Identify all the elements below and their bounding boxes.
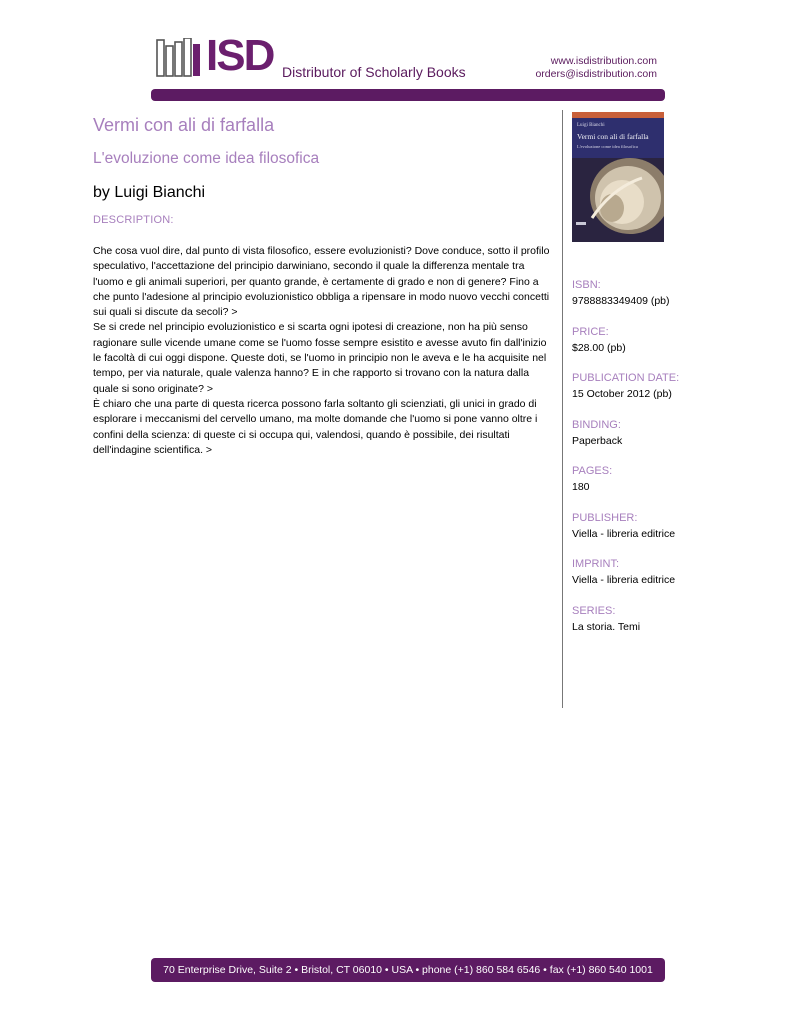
cover-author: Luigi Bianchi bbox=[577, 123, 605, 128]
book-cover bbox=[572, 112, 664, 242]
detail-imprint bbox=[572, 557, 782, 604]
detail-value: 15 October 2012 (pb) bbox=[572, 388, 672, 400]
detail-series bbox=[572, 604, 782, 651]
cover-subtitle: L'evoluzione come idea filosofica bbox=[577, 144, 638, 149]
email-link[interactable]: orders@isdistribution.com bbox=[535, 68, 657, 80]
detail-publisher bbox=[572, 511, 782, 558]
detail-value: $28.00 (pb) bbox=[572, 341, 626, 354]
main-content bbox=[93, 110, 553, 458]
detail-label: PRICE: bbox=[572, 325, 609, 338]
book-subtitle: L'evoluzione come idea filosofica bbox=[93, 150, 320, 167]
book-title: Vermi con ali di farfalla bbox=[93, 115, 275, 135]
isd-logo: ISD bbox=[206, 31, 274, 80]
description-body bbox=[93, 244, 553, 458]
description-paragraph: Se si crede nel principio evoluzionistico e si scarta ogni ipotesi di creazione, non ha più senso ragionare sulle vicende umane come se l'uomo fosse sempre esistito e avesse avuto fin dall'inizio le facoltà di cui oggi dispone. Queste doti, se l'uomo in principio non le aveva e le ha acquisite nel tempo, per via naturale, quale valenza hanno? E in che rapporto si trovano con la natura dalla quale si sono originate? > bbox=[93, 321, 547, 395]
detail-price bbox=[572, 325, 782, 372]
cover-top-stripe bbox=[572, 112, 664, 118]
header-divider-bar bbox=[151, 89, 665, 101]
detail-value: Paperback bbox=[572, 434, 623, 447]
detail-value: La storia. Temi bbox=[572, 620, 641, 633]
detail-value: Viella - libreria editrice bbox=[572, 574, 676, 586]
cover-title: Vermi con ali di farfalla bbox=[577, 132, 649, 141]
detail-pages bbox=[572, 464, 782, 511]
detail-label: PUBLISHER: bbox=[572, 511, 638, 524]
book-details bbox=[572, 278, 782, 650]
books-logo-icon bbox=[156, 38, 206, 78]
book-author: by Luigi Bianchi bbox=[93, 184, 206, 201]
detail-label: PUBLICATION DATE: bbox=[572, 372, 680, 384]
detail-publication-date bbox=[572, 371, 782, 418]
detail-value: Viella - libreria editrice bbox=[572, 527, 676, 540]
description-paragraph: Che cosa vuol dire, dal punto di vista filosofico, essere evoluzionisti? Dove conduce, sotto il profilo speculativo, l'accettazione del principio darwiniano, secondo il quale la differenza mentale tra l'uomo e gli animali superiori, per quanto grande, è certamente di grado e non di genere? Fino a che punto l'adesione al principio evoluzionistico obbliga a ripensare in modo nuovo vecchi concetti sui quali si discute da secoli? > bbox=[93, 245, 550, 319]
detail-label: BINDING: bbox=[572, 418, 621, 431]
description-label: DESCRIPTION: bbox=[93, 214, 174, 226]
detail-label: PAGES: bbox=[572, 465, 613, 477]
website-link[interactable]: www.isdistribution.com bbox=[550, 55, 657, 67]
detail-binding bbox=[572, 418, 782, 465]
logo-tagline: Distributor of Scholarly Books bbox=[282, 64, 466, 80]
detail-value: 180 bbox=[572, 481, 590, 493]
contact-info bbox=[535, 55, 657, 81]
footer-address-bar: 70 Enterprise Drive, Suite 2 • Bristol, CT 06010 • USA • phone (+1) 860 584 6546 • fax (+1) 860 540 1001 bbox=[151, 958, 665, 982]
column-divider bbox=[562, 110, 563, 708]
cover-shell-image bbox=[572, 158, 664, 242]
detail-label: ISBN: bbox=[572, 279, 601, 291]
header bbox=[0, 0, 791, 105]
detail-value: 9788883349409 (pb) bbox=[572, 295, 670, 307]
description-paragraph: È chiaro che una parte di questa ricerca possono farla soltanto gli scienziati, gli unici in grado di esplorare i meccanismi del cervello umano, ma molte domande che l'uomo si pone vanno oltre i confini della scienza: di queste ci si occupa qui, valendosi, quando è possibile, dei risultati dell'indagine scientifica. > bbox=[93, 397, 538, 456]
detail-label: IMPRINT: bbox=[572, 558, 620, 570]
detail-label: SERIES: bbox=[572, 604, 616, 617]
detail-isbn bbox=[572, 278, 782, 325]
